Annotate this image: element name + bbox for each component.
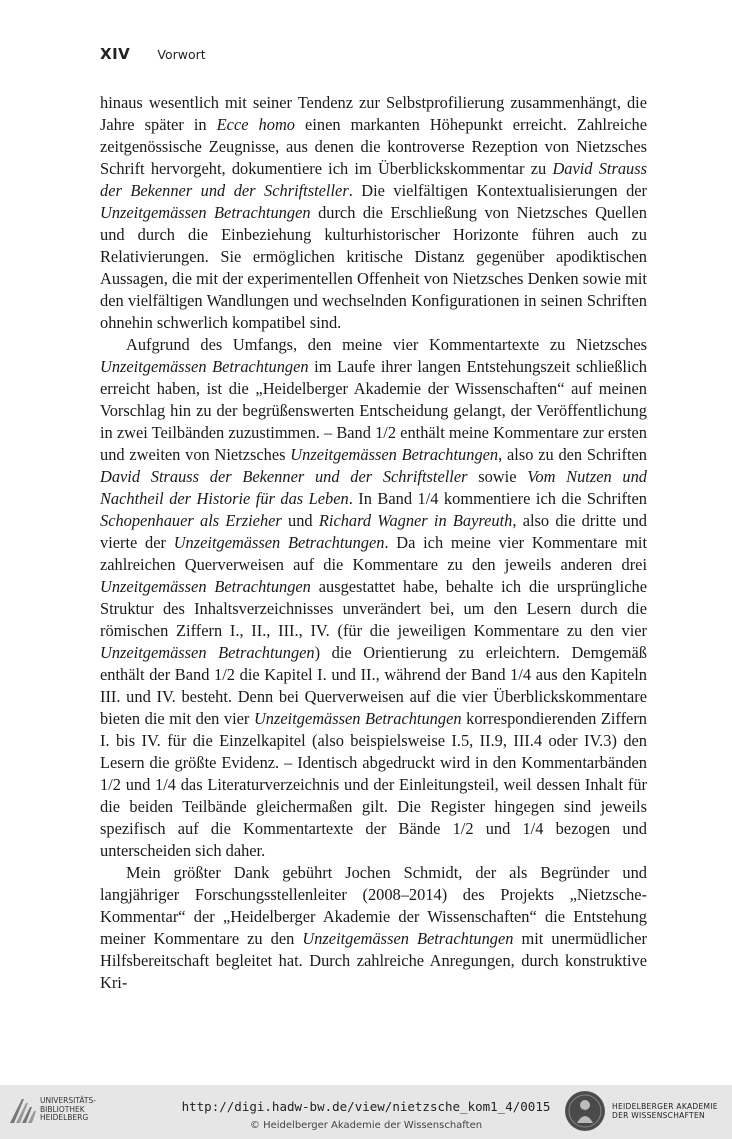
text-run: sowie bbox=[467, 467, 528, 486]
academy-line: HEIDELBERGER AKADEMIE bbox=[612, 1102, 718, 1111]
academy-name bbox=[612, 1102, 718, 1120]
italic-title: Unzeitgemässen Betrachtungen bbox=[100, 577, 311, 596]
library-line: BIBLIOTHEK bbox=[40, 1104, 85, 1114]
italic-title: Unzeitgemässen Betrachtungen bbox=[100, 203, 311, 222]
running-title: Vorwort bbox=[157, 47, 206, 62]
italic-title: Unzeitgemässen Betrachtungen bbox=[100, 357, 309, 376]
copyright-notice: © Heidelberger Akademie der Wissenschaften bbox=[249, 1120, 483, 1131]
italic-title: Vom Nutzen und Nachtheil der Historie für das Leben bbox=[100, 467, 647, 508]
text-run: Aufgrund des Umfangs, den meine vier Kommentartexte zu Nietzsches bbox=[126, 335, 647, 354]
permalink-url[interactable]: http://digi.hadw-bw.de/view/nietzsche_kom1_4/0015 bbox=[181, 1099, 551, 1114]
italic-title: Richard Wagner in Bayreuth bbox=[318, 511, 513, 530]
italic-title: Schopenhauer als Erzieher bbox=[100, 511, 282, 530]
body-text bbox=[100, 92, 647, 994]
italic-title: Unzeitgemässen Betrachtungen bbox=[100, 643, 315, 662]
italic-title: Unzeitgemässen Betrachtungen bbox=[173, 533, 385, 552]
text-run: einen markanten Höhepunkt erreicht. Zahlreiche zeitgenössische Zeugnisse, aus denen die kontroverse Rezeption von Nietzsches Schrift hervorgeht, dokumentiere ich im Überblickskommentar zu bbox=[100, 115, 648, 178]
academy-seal-icon bbox=[565, 1091, 605, 1131]
text-run: im Laufe ihrer langen Entstehungszeit schließlich erreicht haben, ist die „Heidelberger Akademie der Wissenschaften“ auf meinen Vorschlag hin zu der begrüßenswerten Entscheidung gelangt, der Veröffentlichung in zwei Teilbänden zuzustimmen. – Band 1/2 enthält meine Kommentare zur ersten und zweiten von Nietzsches bbox=[100, 357, 647, 464]
text-run: , also die dritte und vierte der bbox=[100, 511, 648, 552]
text-run: , also zu den Schriften bbox=[498, 445, 647, 464]
italic-title: David Strauss der Bekenner und der Schriftsteller bbox=[100, 159, 647, 200]
italic-title: David Strauss der Bekenner und der Schriftsteller bbox=[100, 467, 468, 486]
academy-line: DER WISSENSCHAFTEN bbox=[612, 1111, 705, 1120]
library-line: UNIVERSITÄTS- bbox=[40, 1096, 96, 1105]
text-run: und bbox=[281, 511, 319, 530]
text-run: durch die Erschließung von Nietzsches Quellen und durch die Einbeziehung kulturhistorischer Horizonte führen auch zu Relativierungen. Sie ermöglichen kritische Distanz gegenüber apodiktischen Aussagen, die mit der experimentellen Offenheit von Nietzsches Denken sowie mit den vielfältigen Wandlungen und wechselnden Konfigurationen in seinen Schriften ohnehin schwerlich kompatibel sind. bbox=[100, 203, 647, 332]
text-run: ) die Orientierung zu erleichtern. Demgemäß enthält der Band 1/2 die Kapitel I. und II., während der Band 1/4 aus den Kapiteln III. und IV. besteht. Denn bei Querverweisen auf die vier Überblickskommentare bieten die mit den vier bbox=[100, 643, 648, 728]
text-run: Mein größter Dank gebührt Jochen Schmidt, der als Begründer und langjähriger Forschungsstellenleiter (2008–2014) des Projekts „Nietzsche-Kommentar“ der „Heidelberger Akademie der Wissenschaften“ die Entstehung meiner Kommentare zu den bbox=[100, 863, 647, 948]
text-run: . In Band 1/4 kommentiere ich die Schriften bbox=[348, 489, 647, 508]
text-run: ausgestattet habe, behalte ich die ursprüngliche Struktur des Inhaltsverzeichnisses unverändert bei, um den Lesern durch die römischen Ziffern I., II., III., IV. (für die jeweiligen Kommentare zu den vier bbox=[100, 577, 647, 640]
footer-bar bbox=[0, 1085, 732, 1139]
paragraph-1 bbox=[100, 92, 647, 334]
paragraph-3 bbox=[100, 862, 647, 994]
text-run: hinaus wesentlich mit seiner Tendenz zur Selbstprofilierung zusammenhängt, die Jahre später in bbox=[100, 93, 647, 134]
text-run: . Die vielfältigen Kontextualisierungen der bbox=[348, 181, 647, 200]
italic-title: Ecce homo bbox=[216, 115, 295, 134]
italic-title: Unzeitgemässen Betrachtungen bbox=[302, 929, 514, 948]
text-run: . Da ich meine vier Kommentare mit zahlreichen Querverweisen auf die Kommentare zu den jeweils anderen drei bbox=[100, 533, 647, 574]
paragraph-2 bbox=[100, 334, 647, 862]
library-line: HEIDELBERG bbox=[40, 1113, 89, 1122]
italic-title: Unzeitgemässen Betrachtungen bbox=[253, 709, 462, 728]
running-header bbox=[100, 44, 206, 63]
italic-title: Unzeitgemässen Betrachtungen bbox=[290, 445, 499, 464]
text-run: korrespondierenden Ziffern I. bis IV. für die Einzelkapitel (also beispielsweise I.5, II.9, III.4 oder IV.3) den Lesern die größte Evidenz. – Identisch abgedruckt wird in den Kommentarbänden 1/2 und 1/4 das Literaturverzeichnis und der Einleitungsteil, weil dessen Inhalt für die beiden Teilbände gleichermaßen gilt. Die Register hingegen sind jeweils spezifisch auf die Kommentartexte der Bände 1/2 und 1/4 bezogen und unterscheiden sich daher. bbox=[100, 709, 647, 860]
page-number: XIV bbox=[100, 45, 131, 63]
text-run: mit unermüdlicher Hilfsbereitschaft begleitet hat. Durch zahlreiche Anregungen, durch konstruktive Kri- bbox=[100, 929, 647, 992]
